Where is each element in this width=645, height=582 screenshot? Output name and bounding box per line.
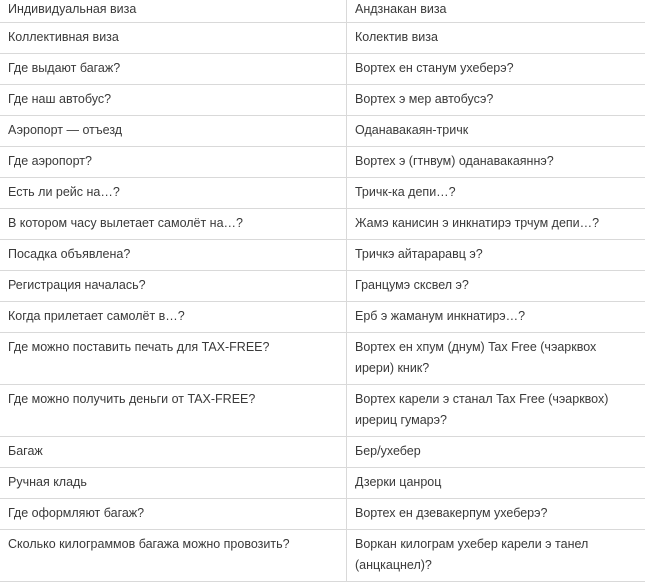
armenian-translation: Ерб э жаманум инкнатирэ…? xyxy=(347,302,645,333)
russian-phrase: Когда прилетает самолёт в…? xyxy=(0,302,347,333)
armenian-translation: Вортех ен дзевакерпум ухеберэ? xyxy=(347,499,645,530)
russian-phrase: Аэропорт — отъезд xyxy=(0,116,347,147)
russian-phrase: Где можно получить деньги от TAX-FREE? xyxy=(0,385,347,437)
russian-phrase: Где оформляют багаж? xyxy=(0,499,347,530)
russian-phrase: Регистрация началась? xyxy=(0,271,347,302)
russian-phrase: Есть ли рейс на…? xyxy=(0,178,347,209)
table-row xyxy=(0,385,645,437)
table-row xyxy=(0,302,645,333)
table-row xyxy=(0,147,645,178)
russian-phrase: Где выдают багаж? xyxy=(0,54,347,85)
russian-phrase: Посадка объявлена? xyxy=(0,240,347,271)
armenian-translation: Гранцумэ сксвел э? xyxy=(347,271,645,302)
armenian-translation: Бер/ухебер xyxy=(347,437,645,468)
armenian-translation: Андзнакан виза xyxy=(347,0,645,23)
armenian-translation: Колектив виза xyxy=(347,23,645,54)
russian-phrase: Где наш автобус? xyxy=(0,85,347,116)
armenian-translation: Вортех э (гтнвум) оданавакаяннэ? xyxy=(347,147,645,178)
russian-phrase: Ручная кладь xyxy=(0,468,347,499)
table-row xyxy=(0,54,645,85)
armenian-translation: Тричкэ айтараравц э? xyxy=(347,240,645,271)
armenian-translation: Жамэ канисин э инкнатирэ трчум депи…? xyxy=(347,209,645,240)
table-row xyxy=(0,468,645,499)
table-row xyxy=(0,240,645,271)
table-row xyxy=(0,209,645,240)
table-row xyxy=(0,23,645,54)
table-row xyxy=(0,85,645,116)
armenian-translation: Дзерки цанроц xyxy=(347,468,645,499)
table-row xyxy=(0,499,645,530)
table-row xyxy=(0,116,645,147)
table-row xyxy=(0,437,645,468)
table-row xyxy=(0,178,645,209)
table-row xyxy=(0,0,645,23)
russian-phrase: В котором часу вылетает самолёт на…? xyxy=(0,209,347,240)
table-row xyxy=(0,530,645,582)
russian-phrase: Багаж xyxy=(0,437,347,468)
russian-phrase: Коллективная виза xyxy=(0,23,347,54)
armenian-translation: Вортех ен станум ухеберэ? xyxy=(347,54,645,85)
table-row xyxy=(0,271,645,302)
armenian-translation: Воркан килограм ухебер карели э танел (анцкацнел)? xyxy=(347,530,645,582)
table-row xyxy=(0,333,645,385)
russian-phrase: Где можно поставить печать для TAX-FREE? xyxy=(0,333,347,385)
russian-phrase: Где аэропорт? xyxy=(0,147,347,178)
russian-phrase: Индивидуальная виза xyxy=(0,0,347,23)
armenian-translation: Вортех э мер автобусэ? xyxy=(347,85,645,116)
armenian-translation: Вортех ен хпум (днум) Tax Free (чэарквох ирери) кник? xyxy=(347,333,645,385)
armenian-translation: Оданавакаян-тричк xyxy=(347,116,645,147)
russian-phrase: Сколько килограммов багажа можно провозить? xyxy=(0,530,347,582)
armenian-translation: Вортех карели э станал Tax Free (чэарквох) ирериц гумарэ? xyxy=(347,385,645,437)
armenian-translation: Тричк-ка депи…? xyxy=(347,178,645,209)
